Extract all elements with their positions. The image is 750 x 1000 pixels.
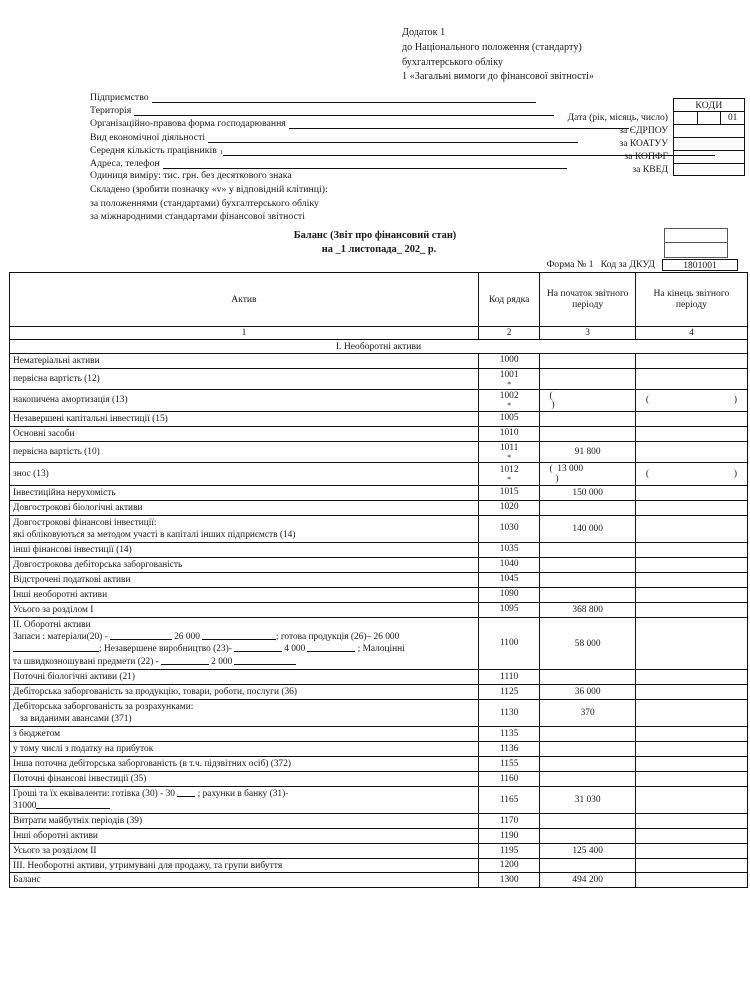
row-label: Дебіторська заборгованість за розрахунками: за виданими авансами (371) <box>10 700 479 727</box>
row-label: Довгострокові біологічні активи <box>10 500 479 515</box>
table-row <box>10 742 748 757</box>
value-end-period[interactable] <box>635 757 747 772</box>
value-begin-period[interactable]: ( 13 000 ) <box>540 462 635 485</box>
field-enterprise <box>90 89 744 102</box>
asterisk-marker: * <box>507 379 512 389</box>
section-heading-3: III. Необоротні активи, утримувані для продажу, та групи вибуття <box>10 859 479 873</box>
row-label: Відстрочені податкові активи <box>10 572 479 587</box>
value-begin-period[interactable] <box>540 670 635 685</box>
value-end-period[interactable] <box>635 515 747 542</box>
asterisk-marker: * <box>507 452 512 462</box>
header-code: Код рядка <box>478 272 540 326</box>
row-code: 1110 <box>478 670 540 685</box>
table-row <box>10 670 748 685</box>
row-label: у тому числі з податку на прибуток <box>10 742 479 757</box>
document-title <box>6 229 744 257</box>
edrpou-value-cell[interactable] <box>673 124 745 137</box>
kopfg-value-cell[interactable] <box>673 150 745 163</box>
document-title-line-2: на _1 листопада_ 202_ р. <box>321 243 437 255</box>
table-row <box>10 426 748 441</box>
colnum-4: 4 <box>635 326 747 339</box>
header-begin-period: На початок звітного періоду <box>540 272 635 326</box>
value-begin-period[interactable] <box>540 727 635 742</box>
row-code: 1155 <box>478 757 540 772</box>
field-legal-form-label: Організаційно-правова форма господарювання <box>90 118 286 130</box>
row-code: 1095 <box>478 602 540 617</box>
row-label: Дебіторська заборгованість за продукцію, товари, роботи, послуги (36) <box>10 685 479 700</box>
codes-date-row <box>673 111 745 124</box>
cash-bank-underline[interactable] <box>36 800 110 809</box>
table-row <box>10 587 748 602</box>
dkud-label: Код за ДКУД <box>600 259 655 271</box>
form-number: Форма № 1 <box>546 259 594 271</box>
table-row <box>10 772 748 787</box>
row-label: Інші оборотні активи <box>10 829 479 844</box>
balance-table <box>9 272 748 889</box>
cash-row <box>10 787 748 814</box>
value-begin-period[interactable]: 494 200 <box>540 873 635 888</box>
table-row <box>10 873 748 888</box>
value-end-period[interactable] <box>635 727 747 742</box>
table-row <box>10 389 748 411</box>
row-label: Нематеріальні активи <box>10 353 479 368</box>
row-code: 1005 <box>478 411 540 426</box>
value-end-period[interactable] <box>635 602 747 617</box>
value-begin-period[interactable] <box>540 859 635 873</box>
row-code: 1170 <box>478 814 540 829</box>
value-begin-period[interactable]: 370 <box>540 700 635 727</box>
field-avg-employees-label: Середня кількість працівників <box>90 145 217 157</box>
header-line-3: бухгалтерського обліку <box>402 56 504 68</box>
value-begin-period[interactable]: 36 000 <box>540 685 635 700</box>
value-begin-period[interactable] <box>540 500 635 515</box>
edrpou-label: за ЄДРПОУ <box>619 125 668 136</box>
form-number-line <box>6 259 744 271</box>
asterisk-marker: * <box>507 401 512 411</box>
row-label: Інвестиційна нерухомість <box>10 485 479 500</box>
koatuu-label: за КОАТУУ <box>619 138 668 149</box>
table-row <box>10 353 748 368</box>
date-label: Дата (рік, місяць, число) <box>567 112 668 123</box>
dkud-value: 1801001 <box>662 259 738 271</box>
value-end-period[interactable] <box>635 617 747 670</box>
value-begin-period[interactable] <box>540 587 635 602</box>
inventory-mbp-underline-2[interactable] <box>234 656 296 665</box>
row-code: 1135 <box>478 727 540 742</box>
standard-national-note: за положеннями (стандартами) бухгалтерського обліку <box>90 197 319 209</box>
row-code: 1012 * <box>478 462 540 485</box>
row-label: Незавершені капітальні інвестиції (15) <box>10 411 479 426</box>
row-code: 1100 <box>478 617 540 670</box>
inventory-detail: Запаси : матеріали(20) - 26 000 ; готова продукція (26)– 26 000 ; Незавершене виробництво (23)- 4 000 ; Малоцінні та швидкозношувані предмети (22) - 2 000 <box>13 631 405 667</box>
table-row <box>10 485 748 500</box>
value-begin-period[interactable] <box>540 742 635 757</box>
value-begin-period[interactable] <box>540 772 635 787</box>
header-asset: Актив <box>10 272 479 326</box>
row-code: 1090 <box>478 587 540 602</box>
row-label: первісна вартість (12) <box>10 368 479 389</box>
colnum-1: 1 <box>10 326 479 339</box>
row-code: 1300 <box>478 873 540 888</box>
checkbox-international-standards[interactable] <box>665 243 727 257</box>
row-code: 1125 <box>478 685 540 700</box>
inventory-wip-underline-2[interactable] <box>307 643 355 652</box>
value-begin-period[interactable]: 125 400 <box>540 844 635 859</box>
row-label: Поточні фінансові інвестиції (35) <box>10 772 479 787</box>
row-code: 1035 <box>478 542 540 557</box>
colnum-2: 2 <box>478 326 540 339</box>
row-code: 1200 <box>478 859 540 873</box>
row-code: 1011 * <box>478 441 540 462</box>
value-end-period[interactable] <box>635 700 747 727</box>
table-row <box>10 572 748 587</box>
value-begin-period[interactable]: 58 000 <box>540 617 635 670</box>
value-begin-period[interactable]: 91 800 <box>540 441 635 462</box>
value-end-period[interactable] <box>635 587 747 602</box>
row-label: знос (13) <box>10 462 479 485</box>
value-begin-period[interactable]: 150 000 <box>540 485 635 500</box>
section-heading-row-1 <box>10 339 748 353</box>
checkbox-national-standards[interactable] <box>665 229 727 243</box>
value-end-period[interactable] <box>635 485 747 500</box>
value-end-period[interactable] <box>635 685 747 700</box>
row-label: з бюджетом <box>10 727 479 742</box>
colnum-3: 3 <box>540 326 635 339</box>
table-row <box>10 700 748 727</box>
table-row <box>10 757 748 772</box>
row-label: Усього за розділом II <box>10 844 479 859</box>
footnote-marker: 1 <box>219 149 224 157</box>
value-begin-period[interactable] <box>540 829 635 844</box>
table-column-number-row <box>10 326 748 339</box>
value-end-period[interactable] <box>635 670 747 685</box>
row-label: Баланс <box>10 873 479 888</box>
row-code: 1015 <box>478 485 540 500</box>
inventory-materials-underline[interactable] <box>110 631 172 640</box>
table-row <box>10 602 748 617</box>
value-begin-period[interactable] <box>540 814 635 829</box>
document-title-line-1: Баланс (Звіт про фінансовий стан) <box>293 229 457 241</box>
value-end-period[interactable] <box>635 859 747 873</box>
table-row <box>10 685 748 700</box>
value-begin-period[interactable] <box>540 426 635 441</box>
date-year-cell[interactable] <box>674 112 698 124</box>
value-begin-period[interactable]: 31 030 <box>540 787 635 814</box>
value-begin-period[interactable]: 368 800 <box>540 602 635 617</box>
standard-international-note: за міжнародними стандартами фінансової звітності <box>90 211 305 223</box>
table-row <box>10 515 748 542</box>
compiled-checkbox-group <box>664 228 728 258</box>
document-header <box>6 26 744 85</box>
field-territory-label: Територія <box>90 104 132 116</box>
table-row <box>10 829 748 844</box>
value-begin-period[interactable] <box>540 368 635 389</box>
kopfg-label: за КОПФГ <box>624 151 668 162</box>
inventory-materials-value: 26 000 <box>174 631 200 642</box>
row-code: 1160 <box>478 772 540 787</box>
table-row <box>10 368 748 389</box>
inventory-wip-underline[interactable] <box>234 643 282 652</box>
row-label-cash: Гроші та їх еквіваленти: готівка (30) - 30 ; рахунки в банку (31)- 31000 <box>10 787 479 814</box>
table-row <box>10 557 748 572</box>
value-end-period[interactable] <box>635 441 747 462</box>
value-end-period[interactable] <box>635 572 747 587</box>
table-row <box>10 542 748 557</box>
value-end-period[interactable] <box>635 844 747 859</box>
date-month-cell[interactable] <box>698 112 722 124</box>
row-code: 1130 <box>478 700 540 727</box>
kved-value-cell[interactable] <box>673 163 745 176</box>
row-code: 1020 <box>478 500 540 515</box>
value-end-period[interactable]: ( ) <box>635 462 747 485</box>
value-end-period[interactable] <box>635 353 747 368</box>
inventory-mbp-underline[interactable] <box>161 656 209 665</box>
value-end-period[interactable] <box>635 772 747 787</box>
field-activity-type-label: Вид економічної діяльності <box>90 131 206 143</box>
inventory-row <box>10 617 748 670</box>
inventory-materials-underline-2[interactable] <box>202 631 276 640</box>
value-end-period[interactable] <box>635 500 747 515</box>
value-begin-period[interactable] <box>540 557 635 572</box>
row-label: Довгострокова дебіторська заборгованість <box>10 557 479 572</box>
codes-table <box>673 98 745 176</box>
koatuu-value-cell[interactable] <box>673 137 745 150</box>
section-heading-2: II. Оборотні активи <box>13 619 91 630</box>
cash-bank-value: 31000 <box>13 801 37 812</box>
section-3-row <box>10 859 748 873</box>
value-begin-period[interactable] <box>540 411 635 426</box>
row-label: первісна вартість (10) <box>10 441 479 462</box>
field-enterprise-label: Підприємство <box>90 91 149 103</box>
row-code: 1030 <box>478 515 540 542</box>
date-day-cell[interactable]: 01 <box>727 113 738 123</box>
row-label: Усього за розділом I <box>10 602 479 617</box>
cash-till-underline[interactable] <box>177 788 195 797</box>
table-row <box>10 411 748 426</box>
value-end-period[interactable] <box>635 426 747 441</box>
field-address-phone-label: Адреса, телефон <box>90 158 160 170</box>
row-label: Поточні біологічні активи (21) <box>10 670 479 685</box>
header-end-period: На кінець звітного періоду <box>635 272 747 326</box>
codes-title: КОДИ <box>673 98 745 111</box>
row-code: 1190 <box>478 829 540 844</box>
row-label: Витрати майбутніх періодів (39) <box>10 814 479 829</box>
value-end-period[interactable] <box>635 557 747 572</box>
row-code: 1010 <box>478 426 540 441</box>
table-row <box>10 844 748 859</box>
value-begin-period[interactable]: ( ) <box>540 389 635 411</box>
row-code: 1001 * <box>478 368 540 389</box>
value-end-period[interactable] <box>635 368 747 389</box>
row-code: 1195 <box>478 844 540 859</box>
value-end-period[interactable]: ( ) <box>635 389 747 411</box>
value-end-period[interactable] <box>635 542 747 557</box>
row-label: Інші необоротні активи <box>10 587 479 602</box>
row-label-inventory <box>10 617 479 670</box>
value-begin-period[interactable] <box>540 757 635 772</box>
asterisk-marker: * <box>507 474 512 484</box>
value-end-period[interactable] <box>635 742 747 757</box>
value-begin-period[interactable]: 140 000 <box>540 515 635 542</box>
inventory-wip-value: 4 000 <box>284 644 306 655</box>
row-code: 1002 * <box>478 389 540 411</box>
compiled-note: Складено (зробити позначку «v» у відповідній клітинці): <box>90 184 328 196</box>
table-body <box>10 339 748 888</box>
row-label: Інша поточна дебіторська заборгованість (в т.ч. підзвітних осіб) (372) <box>10 757 479 772</box>
header-line-1: Додаток 1 <box>402 27 446 38</box>
row-label: інші фінансові інвестиції (14) <box>10 542 479 557</box>
table-row <box>10 814 748 829</box>
table-row <box>10 500 748 515</box>
section-heading: I. Необоротні активи <box>10 339 748 353</box>
row-label: Основні засоби <box>10 426 479 441</box>
table-row <box>10 727 748 742</box>
header-line-4: 1 «Загальні вимоги до фінансової звітності» <box>402 71 595 83</box>
row-code: 1045 <box>478 572 540 587</box>
row-code: 1165 <box>478 787 540 814</box>
row-label: Довгострокові фінансові інвестиції: які обліковуються за методом участі в капіталі інших підприємств (14) <box>10 515 479 542</box>
value-begin-period[interactable] <box>540 542 635 557</box>
inventory-mbp-value: 2 000 <box>211 656 233 667</box>
value-begin-period[interactable] <box>540 572 635 587</box>
row-code: 1000 <box>478 353 540 368</box>
table-row <box>10 441 748 462</box>
value-end-period[interactable] <box>635 411 747 426</box>
codes-label-column <box>430 111 668 176</box>
row-code: 1136 <box>478 742 540 757</box>
row-code: 1040 <box>478 557 540 572</box>
table-row <box>10 462 748 485</box>
kved-label: за КВЕД <box>632 164 668 175</box>
field-enterprise-input[interactable] <box>152 93 536 103</box>
unit-note: Одиниця виміру: тис. грн. без десяткового знака <box>90 170 292 182</box>
table-header-row <box>10 272 748 326</box>
value-end-period[interactable] <box>635 814 747 829</box>
value-begin-period[interactable] <box>540 353 635 368</box>
value-end-period[interactable] <box>635 787 747 814</box>
value-end-period[interactable] <box>635 829 747 844</box>
value-end-period[interactable] <box>635 873 747 888</box>
row-label: накопичена амортизація (13) <box>10 389 479 411</box>
header-line-2: до Національного положення (стандарту) <box>402 41 582 53</box>
inventory-fg-underline[interactable] <box>13 643 99 652</box>
